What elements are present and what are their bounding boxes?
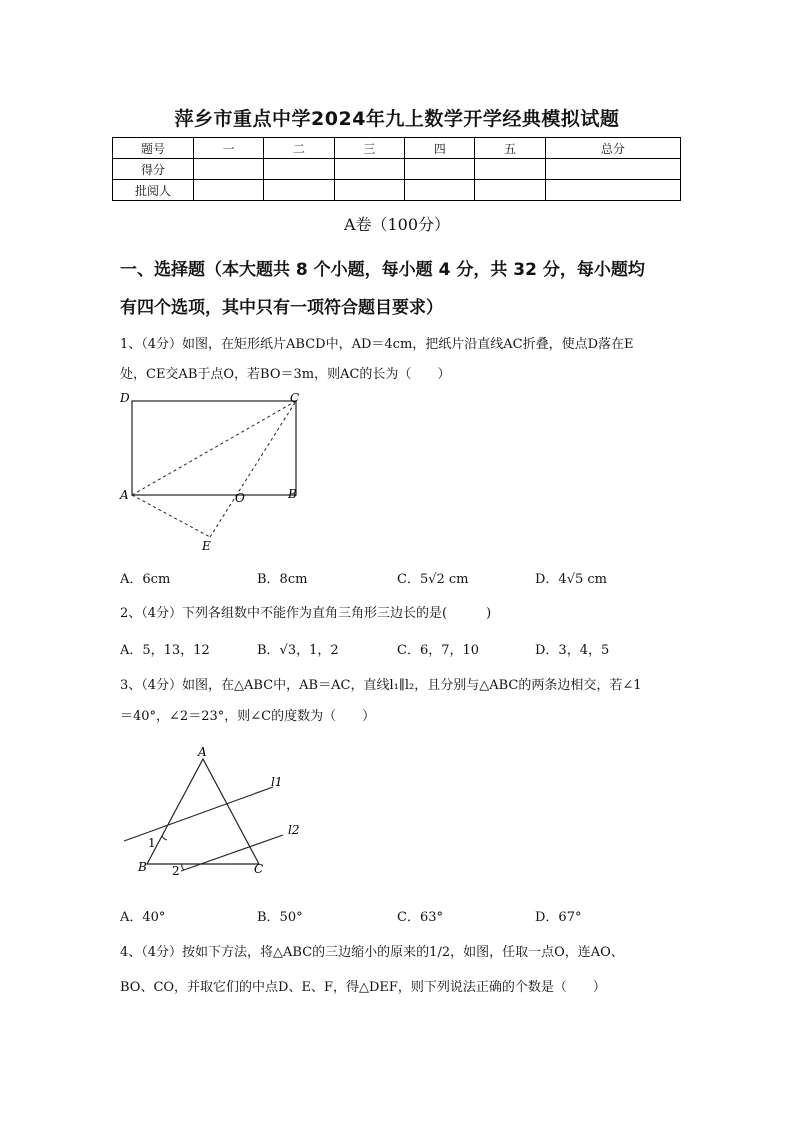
segment-ae [132,495,210,537]
option-d[interactable]: D．67° [535,910,582,925]
table-cell[interactable] [194,159,264,180]
figure-label: 2 [172,864,180,878]
q3-figure [118,742,318,882]
option-a[interactable]: A．6cm [120,572,171,587]
page-title: 萍乡市重点中学2024年九上数学开学经典模拟试题 [174,108,620,130]
q1-options [120,568,690,588]
table-cell[interactable] [264,159,334,180]
option-d[interactable]: D．4√5 cm [535,572,607,587]
table-row [113,159,681,180]
figure-label: E [202,539,211,553]
rectangle-abcd [132,401,296,495]
question-text: 如图，在矩形纸片ABCD中，AD＝4cm，把纸片沿直线AC折叠，使点D落在E [182,337,634,352]
table-cell[interactable] [264,180,334,201]
question-2 [120,600,690,628]
table-cell: 得分 [113,159,194,180]
question-number: 4、（4分） [120,945,183,960]
question-4-line1 [120,939,690,967]
question-number: 2、（4分） [120,606,183,621]
option-a[interactable]: A．40° [120,910,166,925]
table-cell[interactable] [194,180,264,201]
triangle-abc [147,759,259,864]
table-cell: 三 [334,138,404,159]
table-cell: 五 [475,138,545,159]
q3-options [120,906,690,926]
table-cell: 一 [194,138,264,159]
q1-figure [118,392,308,557]
angle-2-arc [182,864,184,870]
option-a[interactable]: A．5，13，12 [120,643,210,658]
score-table [112,137,681,201]
option-c[interactable]: C．5√2 cm [397,572,469,587]
table-cell: 总分 [545,138,680,159]
question-1-line1 [120,331,690,359]
table-cell[interactable] [334,159,404,180]
question-number: 1、（4分） [120,337,183,352]
option-c[interactable]: C．63° [397,910,443,925]
figure-label: B [288,487,297,501]
figure-label: l1 [271,775,283,789]
figure-label: A [198,745,207,759]
figure-label: D [120,392,130,405]
option-b[interactable]: B．√3，1，2 [257,643,339,658]
question-number: 3、（4分） [120,678,183,693]
table-cell[interactable] [405,180,475,201]
figure-label: O [235,491,245,505]
table-cell: 二 [264,138,334,159]
question-4-line2: BO、CO，并取它们的中点D、E、F，得△DEF，则下列说法正确的个数是（ ） [120,980,606,995]
table-cell: 批阅人 [113,180,194,201]
figure-label: A [120,488,129,502]
question-text: 按如下方法，将△ABC的三边缩小的原来的1/2，如图，任取一点O，连AO、 [182,945,624,960]
angle-1-arc [162,836,167,840]
table-cell[interactable] [334,180,404,201]
table-row [113,138,681,159]
table-cell: 四 [405,138,475,159]
q2-options [120,639,690,659]
table-cell: 题号 [113,138,194,159]
table-row [113,180,681,201]
table-cell[interactable] [475,159,545,180]
question-3-line1 [120,672,690,700]
table-cell[interactable] [475,180,545,201]
figure-label: C [290,392,300,405]
question-text: 下列各组数中不能作为直角三角形三边长的是( ) [182,606,492,621]
section-heading-line2: 有四个选项，其中只有一项符合题目要求） [120,298,443,318]
option-b[interactable]: B．50° [257,910,303,925]
figure-label: 1 [148,836,156,850]
option-d[interactable]: D．3，4，5 [535,643,610,658]
line-l1 [124,787,273,841]
line-l2 [181,835,283,871]
table-cell[interactable] [545,159,680,180]
figure-label: l2 [288,823,300,837]
section-heading-line1: 一、选择题（本大题共 8 个小题，每小题 4 分，共 32 分，每小题均 [120,260,645,280]
figure-label: C [254,862,264,876]
figure-label: B [138,860,147,874]
segment-ec [210,401,296,537]
diagonal-ac [132,401,296,495]
table-cell[interactable] [405,159,475,180]
question-text: 如图，在△ABC中，AB＝AC，直线l₁∥l₂，且分别与△ABC的两条边相交，若∠1 [182,678,642,693]
option-b[interactable]: B．8cm [257,572,308,587]
paper-a-heading: A卷（100分） [343,215,451,234]
question-1-line2: 处，CE交AB于点O，若BO＝3m，则AC的长为（ ） [120,367,451,382]
question-3-line2: ＝40°，∠2＝23°，则∠C的度数为（ ） [120,709,376,724]
table-cell[interactable] [545,180,680,201]
option-c[interactable]: C．6，7，10 [397,643,480,658]
